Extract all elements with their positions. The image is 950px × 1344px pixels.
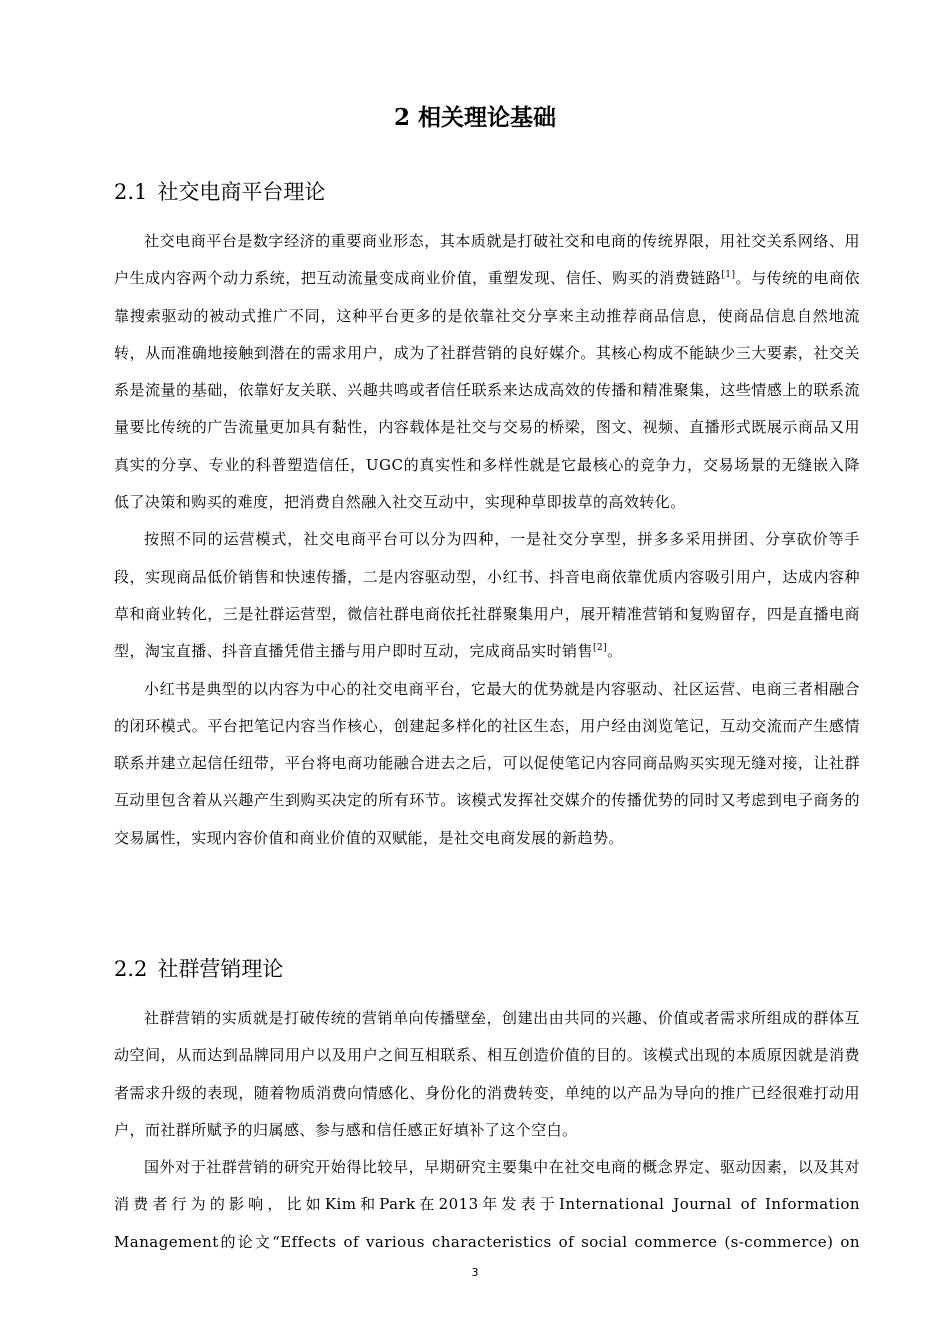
paragraph: 小红书是典型的以内容为中心的社交电商平台，它最大的优势就是内容驱动、社区运营、电商三者相融合的闭环模式。平台把笔记内容当作核心，创建起多样化的社区生态，用户经由浏览笔记，互动交流而产生感情联系并建立起信任纽带，平台将电商功能融合进去之后，可以促使笔记内容同商品购买实现无缝对接，让社群互动里包含着从兴趣产生到购买决定的所有环节。该模式发挥社交媒介的传播优势的同时又考虑到电子商务的交易属性，实现内容价值和商业价值的双赋能，是社交电商发展的新趋势。 <box>114 679 860 847</box>
citation-ref: [1] <box>721 270 736 281</box>
section-heading-text: 社交电商平台理论 <box>157 180 326 204</box>
paragraph: 国外对于社群营销的研究开始得比较早，早期研究主要集中在社交电商的概念界定、驱动因素，以及其对消费者行为的影响，比如Kim和Park在2013年发表于International Journal of Information Management的论文“Effects of various characteristics of social commerce (s-commerce) on <box>114 1158 860 1251</box>
section-title-2-2 <box>114 953 283 985</box>
chapter-title: 2 相关理论基础 <box>393 104 556 131</box>
section-2-1-body <box>114 223 860 857</box>
paragraph: 按照不同的运营模式，社交电商平台可以分为四种，一是社交分享型，拼多多采用拼团、分享砍价等手段，实现商品低价销售和快速传播，二是内容驱动型，小红书、抖音电商依靠优质内容吸引用户，达成内容种草和商业转化，三是社群运营型，微信社群电商依托社群聚集用户，展开精准营销和复购留存，四是直播电商型，淘宝直播、抖音直播凭借主播与用户即时互动，完成商品实时销售[2]。 <box>114 530 860 661</box>
paragraph: 社群营销的实质就是打破传统的营销单向传播壁垒，创建出由共同的兴趣、价值或者需求所组成的群体互动空间，从而达到品牌同用户以及用户之间互相联系、相互创造价值的目的。该模式出现的本质原因就是消费者需求升级的表现，随着物质消费向情感化、身份化的消费转变，单纯的以产品为导向的推广已经很难打动用户，而社群所赋予的归属感、参与感和信任感正好填补了这个空白。 <box>114 1009 860 1139</box>
section-2-2-body <box>114 1000 860 1261</box>
section-number: 2.1 <box>114 180 148 204</box>
page-number: 3 <box>471 1266 479 1279</box>
paragraph: 社交电商平台是数字经济的重要商业形态，其本质就是打破社交和电商的传统界限，用社交关系网络、用户生成内容两个动力系统，把互动流量变成商业价值，重塑发现、信任、购买的消费链路[1]。与传统的电商依靠搜索驱动的被动式推广不同，这种平台更多的是依靠社交分享来主动推荐商品信息，使商品信息自然地流转，从而准确地接触到潜在的需求用户，成为了社群营销的良好媒介。其核心构成不能缺少三大要素，社交关系是流量的基础，依靠好友关联、兴趣共鸣或者信任联系来达成高效的传播和精准聚集，这些情感上的联系流量要比传统的广告流量更加具有黏性，内容载体是社交与交易的桥梁，图文、视频、直播形式既展示商品又用真实的分享、专业的科普塑造信任，UGC的真实性和多样性就是它最核心的竞争力，交易场景的无缝嵌入降低了决策和购买的难度，把消费自然融入社交互动中，实现种草即拔草的高效转化。 <box>114 232 860 512</box>
section-heading-text: 社群营销理论 <box>157 957 284 981</box>
section-title-2-1 <box>114 176 325 208</box>
section-number: 2.2 <box>114 957 148 981</box>
citation-ref: [2] <box>592 643 608 654</box>
